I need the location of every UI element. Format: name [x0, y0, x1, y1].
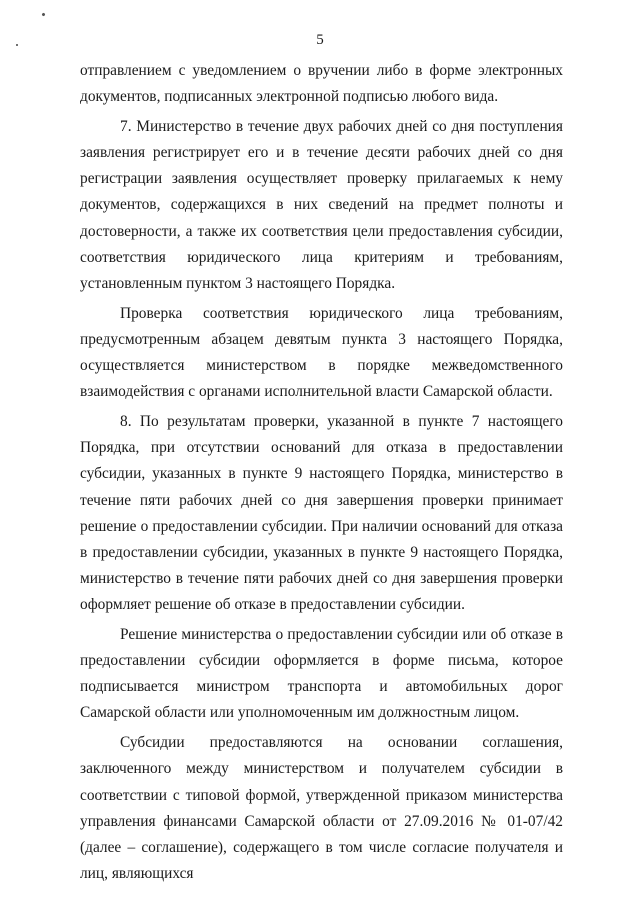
- paragraph-agreement: Субсидии предоставляются на основании соглашения, заключенного между министерством и получателем субсидии в соответствии с типовой формой, утвержденной приказом министерства управления финансами Самарской области от 27.09.2016 № 01-07/42 (далее – соглашение), содержащего в том числе согласие получателя и лиц, являющихся: [80, 734, 563, 882]
- paragraph-item-8: 8. По результатам проверки, указанной в пункте 7 настоящего Порядка, при отсутствии оснований для отказа в предоставлении субсидии, указанных в пункте 9 настоящего Порядка, министерство в течение пяти рабочих дней со дня завершения проверки принимает решение о предоставлении субсидии. При наличии оснований для отказа в предоставлении субсидии, указанных в пункте 9 настоящего Порядка, министерство в течение пяти рабочих дней со дня завершения проверки оформляет решение об отказе в предоставлении субсидии.: [80, 413, 563, 613]
- document-body: [80, 58, 563, 887]
- scan-speck: [41, 12, 45, 16]
- page-number: 5: [316, 32, 324, 48]
- paragraph-continuation: отправлением с уведомлением о вручении либо в форме электронных документов, подписанных электронной подписью любого вида.: [80, 62, 563, 106]
- paragraph-verification: Проверка соответствия юридического лица требованиям, предусмотренным абзацем девятым пункта 3 настоящего Порядка, осуществляется министерством в порядке межведомственного взаимодействия с органами исполнительной власти Самарской области.: [80, 304, 563, 401]
- paragraph-decision: Решение министерства о предоставлении субсидии или об отказе в предоставлении субсидии оформляется в форме письма, которое подписывается министром транспорта и автомобильных дорог Самарской области или уполномоченным им должностным лицом.: [80, 625, 563, 722]
- paragraph-item-7: 7. Министерство в течение двух рабочих дней со дня поступления заявления регистрирует его и в течение десяти рабочих дней со дня регистрации заявления осуществляет проверку прилагаемых к нему документов, содержащихся в них сведений на предмет полноты и достоверности, а также их соответствия цели предоставления субсидии, соответствия юридического лица критериям и требованиям, установленным пунктом 3 настоящего Порядка.: [80, 118, 563, 292]
